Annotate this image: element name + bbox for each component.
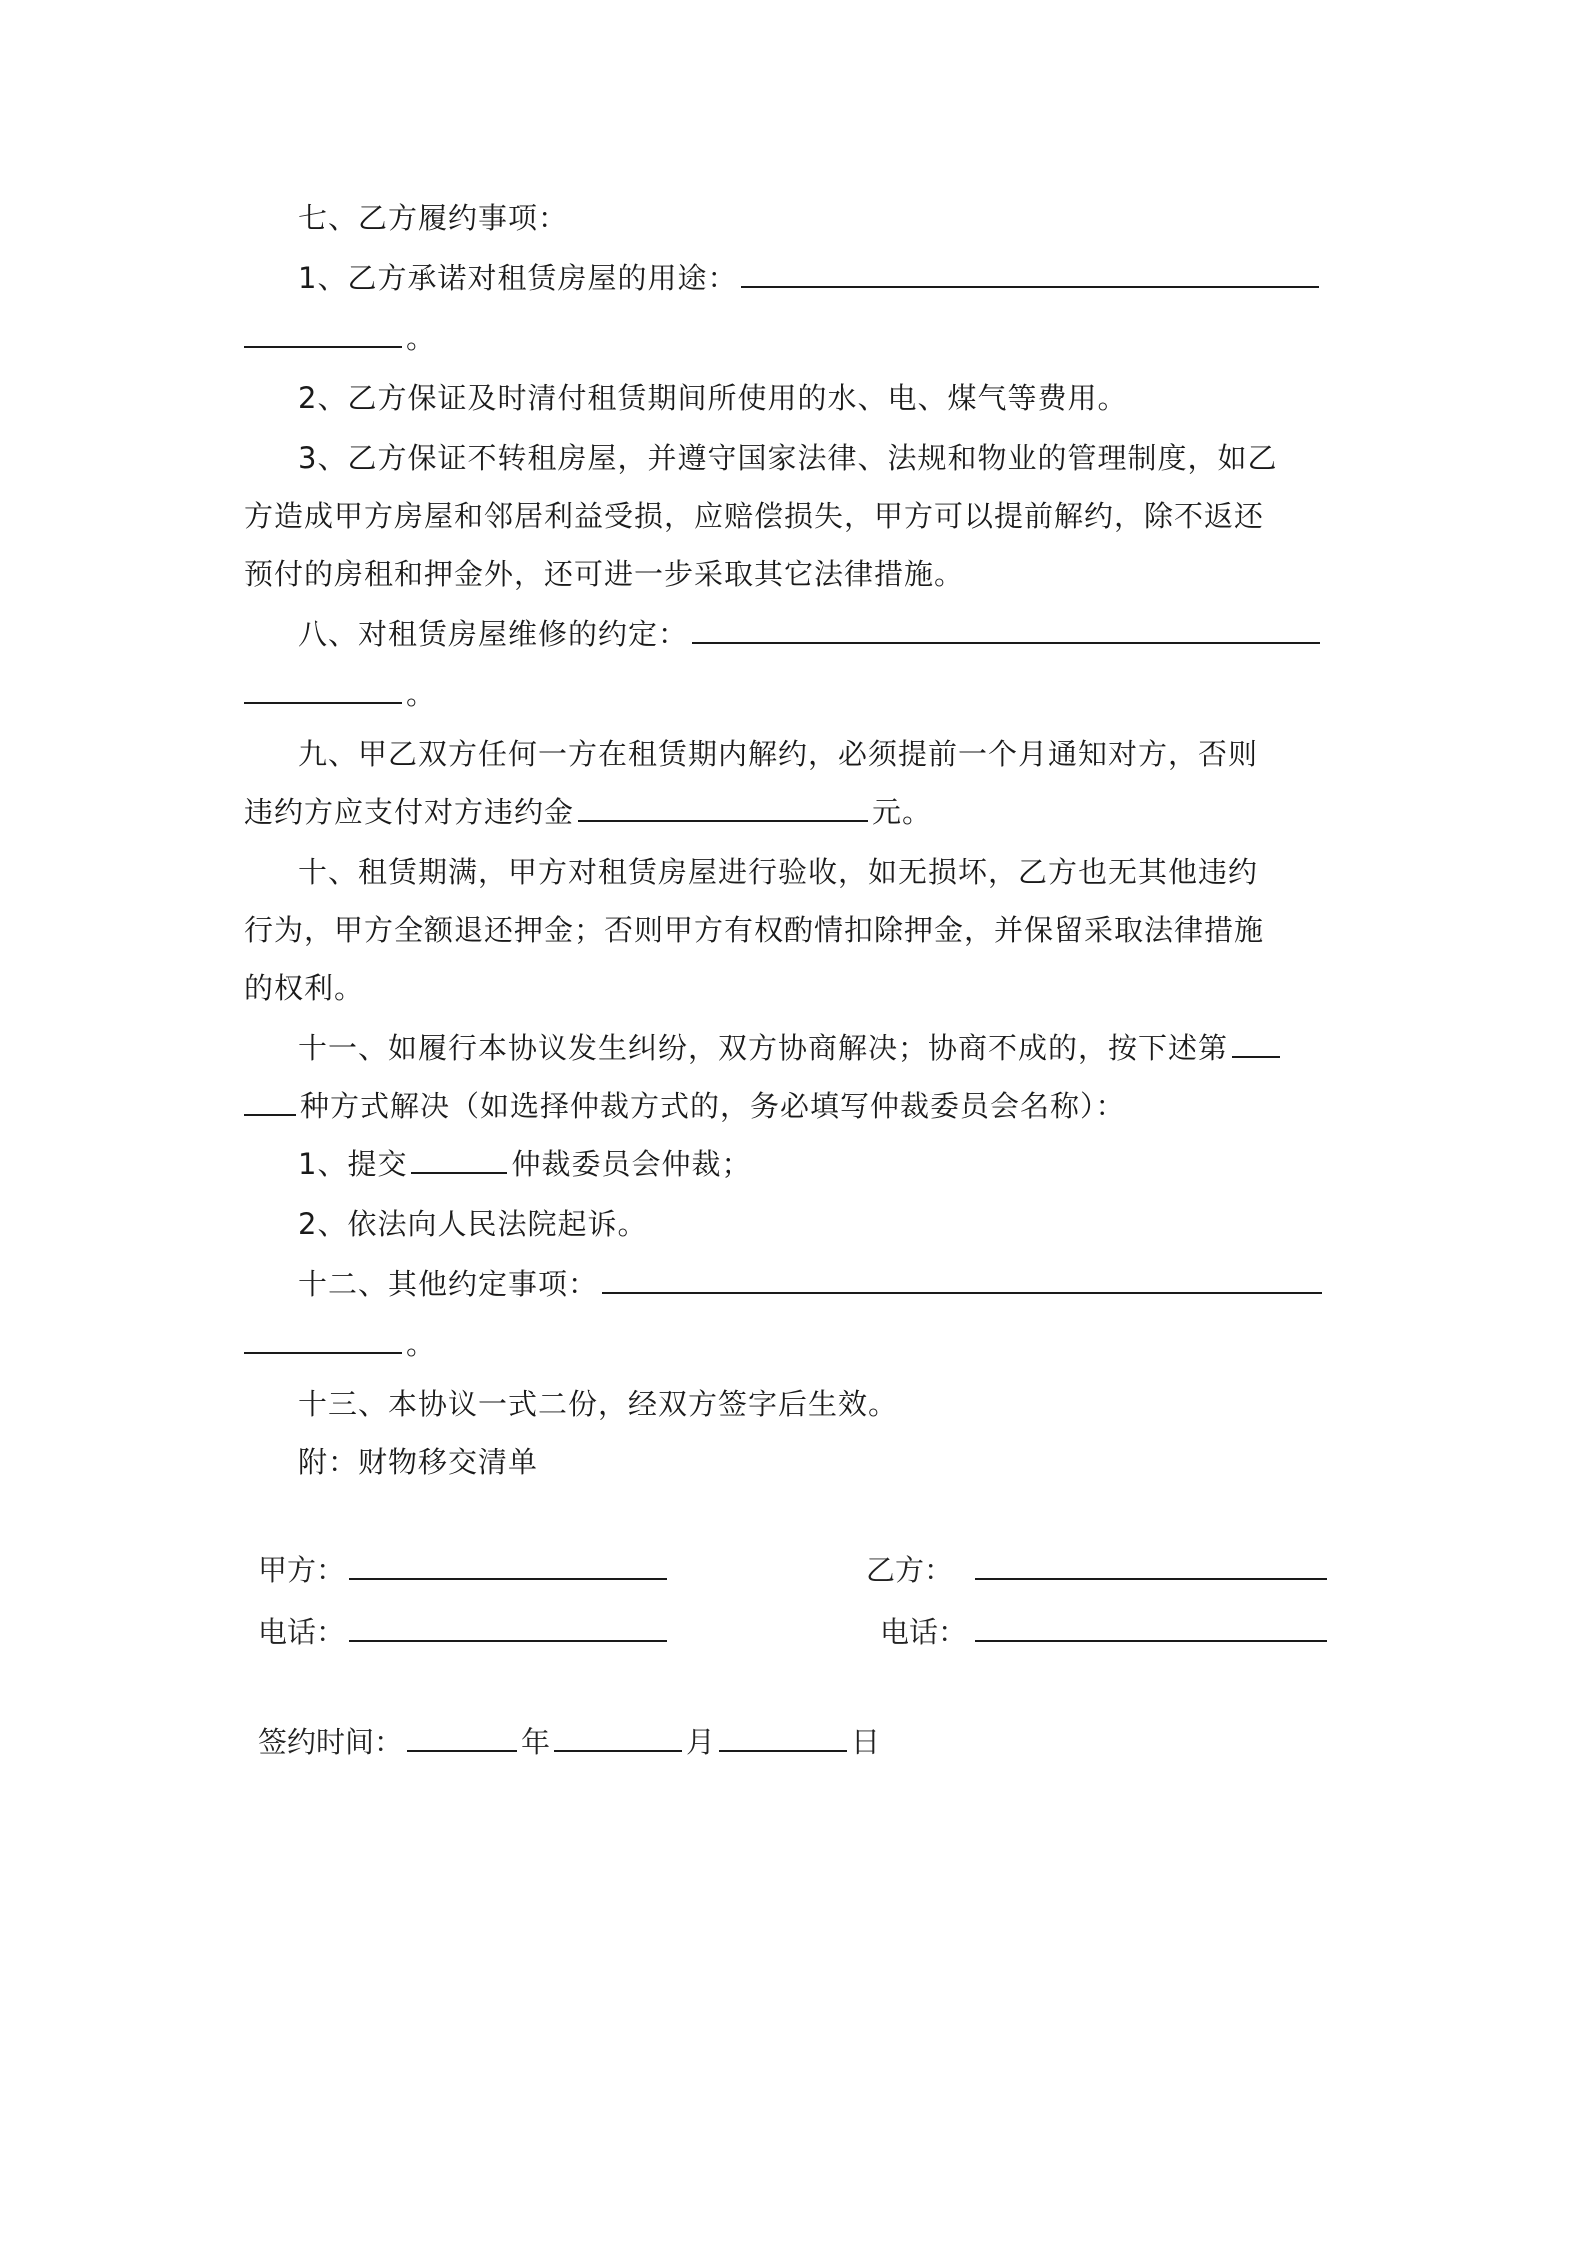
section-8-cont: 。	[244, 672, 1350, 716]
section-7-item-1-cont: 。	[244, 316, 1350, 360]
other-terms-blank-cont[interactable]	[244, 1322, 402, 1354]
section-11-line2: 种方式解决（如选择仲裁方式的，务必填写仲裁委员会名称）：	[244, 1084, 1350, 1128]
section-7-item-3-line2: 方造成甲方房屋和邻居利益受损，应赔偿损失，甲方可以提前解约，除不返还	[244, 499, 1265, 533]
section-9-line2: 违约方应支付对方违约金 元。	[244, 790, 1350, 834]
arbitration-blank[interactable]	[411, 1142, 507, 1174]
section-7-item-2: 2、乙方保证及时清付租赁期间所使用的水、电、煤气等费用。	[298, 381, 1128, 415]
phone-b-label: 电话：	[880, 1615, 968, 1649]
section-10-line1: 十、租赁期满，甲方对租赁房屋进行验收，如无损坏，乙方也无其他违约	[298, 855, 1259, 889]
phone-a-row	[258, 1610, 671, 1654]
phone-a-label: 电话：	[258, 1615, 346, 1649]
phone-b-row	[880, 1610, 1331, 1654]
usage-blank-cont[interactable]	[244, 316, 402, 348]
section-11-option-2: 2、依法向人民法院起诉。	[298, 1207, 648, 1241]
other-terms-blank[interactable]	[602, 1262, 1322, 1294]
party-b-row	[866, 1548, 1331, 1592]
party-b-label: 乙方：	[866, 1553, 954, 1587]
section-7-item-1: 1、乙方承诺对租赁房屋的用途：	[298, 256, 1350, 300]
section-7-title: 七、乙方履约事项：	[298, 201, 569, 235]
year-field[interactable]	[407, 1720, 517, 1752]
penalty-blank[interactable]	[578, 790, 868, 822]
section-10-line3: 的权利。	[244, 971, 365, 1005]
day-field[interactable]	[719, 1720, 847, 1752]
party-a-label: 甲方：	[258, 1553, 346, 1587]
appendix-note: 附：财物移交清单	[298, 1445, 539, 1479]
section-9-line1: 九、甲乙双方任何一方在租赁期内解约，必须提前一个月通知对方，否则	[298, 737, 1259, 771]
section-12: 十二、其他约定事项：	[298, 1262, 1350, 1306]
phone-b-field[interactable]	[975, 1610, 1327, 1642]
section-11-line1: 十一、如履行本协议发生纠纷，双方协商解决；协商不成的，按下述第	[298, 1026, 1350, 1070]
method-blank[interactable]	[1232, 1026, 1280, 1058]
party-a-row	[258, 1548, 671, 1592]
month-field[interactable]	[554, 1720, 682, 1752]
party-b-signature-field[interactable]	[975, 1548, 1327, 1580]
section-10-line2: 行为，甲方全额退还押金；否则甲方有权酌情扣除押金，并保留采取法律措施	[244, 913, 1265, 947]
section-11-option-1: 1、提交 仲裁委员会仲裁；	[298, 1142, 1350, 1186]
usage-blank[interactable]	[741, 256, 1319, 288]
section-7-item-3-line1: 3、乙方保证不转租房屋，并遵守国家法律、法规和物业的管理制度，如乙	[298, 441, 1278, 475]
repair-blank-cont[interactable]	[244, 672, 402, 704]
section-12-cont: 。	[244, 1322, 1350, 1366]
section-7-item-3-line3: 预付的房租和押金外，还可进一步采取其它法律措施。	[244, 557, 965, 591]
phone-a-field[interactable]	[349, 1610, 667, 1642]
section-13: 十三、本协议一式二份，经双方签字后生效。	[298, 1387, 899, 1421]
repair-blank[interactable]	[692, 612, 1320, 644]
signing-date-row: 签约时间： 年 月 日	[258, 1720, 880, 1764]
signing-date-label: 签约时间：	[258, 1725, 404, 1759]
method-blank-cont[interactable]	[244, 1084, 296, 1116]
party-a-signature-field[interactable]	[349, 1548, 667, 1580]
section-8: 八、对租赁房屋维修的约定：	[298, 612, 1350, 656]
